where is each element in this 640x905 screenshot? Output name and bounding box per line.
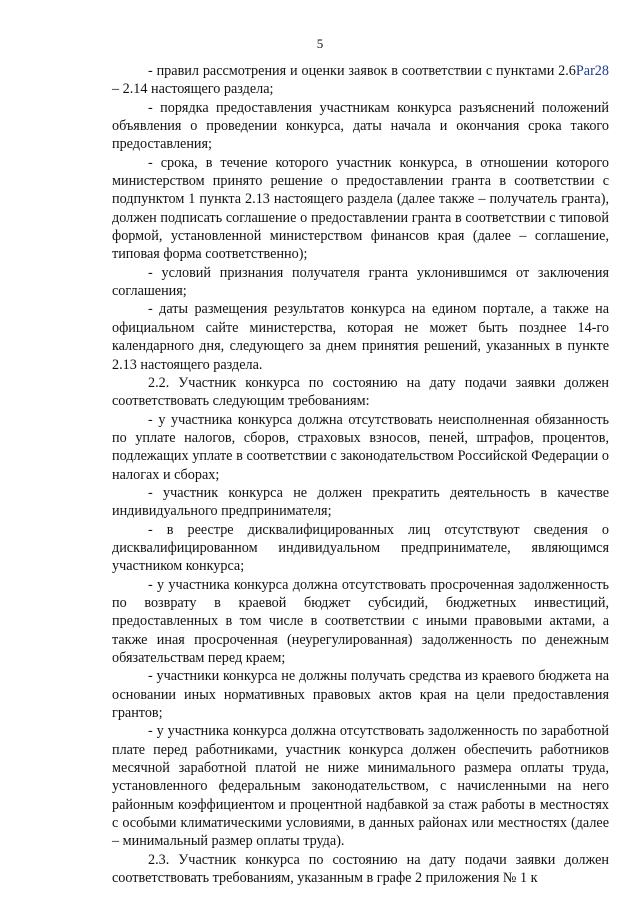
paragraph: - участник конкурса не должен прекратить деятельность в качестве индивидуального предпринимателя;	[112, 484, 609, 520]
paragraph-text: – 2.14 настоящего раздела;	[112, 81, 274, 98]
paragraph-reference-link[interactable]: Par28	[575, 63, 609, 79]
paragraph	[112, 62, 609, 99]
paragraph: - у участника конкурса должна отсутствовать просроченная задолженность по возврату в краевой бюджет субсидий, бюджетных инвестиций, предоставленных в том числе в соответствии с иными правовыми актами, а также иная просроченная (неурегулированная) задолженность по денежным обязательствам перед краем;	[112, 576, 609, 666]
paragraph: - порядка предоставления участникам конкурса разъяснений положений объявления о проведении конкурса, даты начала и окончания срока такого предоставления;	[112, 99, 609, 153]
paragraph: 2.2. Участник конкурса по состоянию на дату подачи заявки должен соответствовать следующим требованиям:	[112, 374, 609, 410]
page-number: 5	[316, 36, 324, 51]
paragraph-text: - правил рассмотрения и оценки заявок в соответствии с пунктами 2.6	[148, 63, 576, 79]
paragraph: - условий признания получателя гранта уклонившимся от заключения соглашения;	[112, 264, 609, 300]
document-body	[112, 62, 609, 887]
paragraph: 2.3. Участник конкурса по состоянию на дату подачи заявки должен соответствовать требованиям, указанным в графе 2 приложения № 1 к	[112, 851, 609, 887]
paragraph: - срока, в течение которого участник конкурса, в отношении которого министерством принято решение о предоставлении гранта в соответствии с подпунктом 1 пункта 2.13 настоящего раздела (далее также – получатель гранта), должен подписать соглашение о предоставлении гранта в соответствии с типовой формой, установленной министерством финансов края (далее – соглашение, типовая форма соответственно);	[112, 154, 609, 263]
paragraph: - у участника конкурса должна отсутствовать неисполненная обязанность по уплате налогов, сборов, страховых взносов, пеней, штрафов, процентов, подлежащих уплате в соответствии с законодательством Российской Федерации о налогах и сборах;	[112, 411, 609, 483]
paragraph: - у участника конкурса должна отсутствовать задолженность по заработной плате перед работниками, участник конкурса должен обеспечить работников месячной заработной платой не ниже минимального размера оплаты труда, установленного федеральным законодательством, с начисленными на него районным коэффициентом и процентной надбавкой за стаж работы в местностях с особыми климатическими условиями, в данных районах или местностях (далее – минимальный размер оплаты труда).	[112, 723, 609, 850]
paragraph: - даты размещения результатов конкурса на едином портале, а также на официальном сайте министерства, которая не может быть позднее 14-го календарного дня, следующего за днем принятия решений, указанных в пункте 2.13 настоящего раздела.	[112, 301, 609, 373]
paragraph: - в реестре дисквалифицированных лиц отсутствуют сведения о дисквалифицированном индивидуальном предпринимателе, являющимся участником конкурса;	[112, 521, 609, 575]
paragraph: - участники конкурса не должны получать средства из краевого бюджета на основании иных нормативных правовых актов края на цели предоставления грантов;	[112, 668, 609, 722]
